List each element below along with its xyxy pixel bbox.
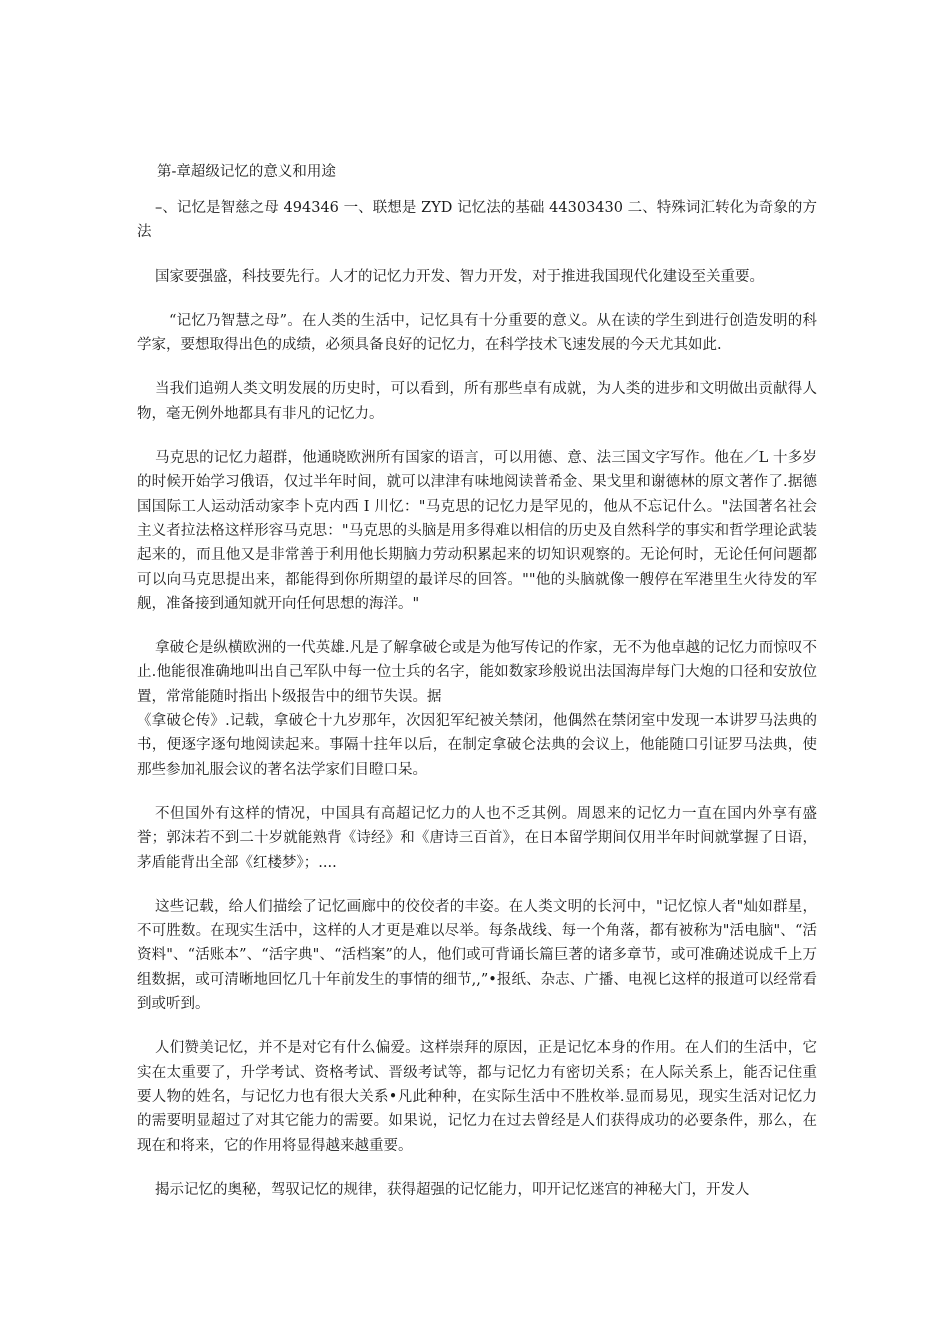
paragraph-5: 拿破仑是纵横欧洲的一代英雄.凡是了解拿破仑或是为他写传记的作家，无不为他卓越的记忆力而惊叹不止.他能很准确地叫出自己军队中每一位士兵的名字，能如数家珍般说出法国海岸每门大炮的口径和安放位置，常常能随时指出卜级报告中的细节失误。据 (137, 640, 817, 705)
paragraph-3: 当我们追朔人类文明发展的历史时，可以看到，所有那些卓有成就，为人类的进步和文明做出贡献得人物，毫无例外地都具有非凡的记忆力。 (137, 381, 817, 422)
paragraph-8: 这些记载，给人们描绘了记忆画廊中的佼佼者的丰姿。在人类文明的长河中，"记忆惊人者"灿如群星，不可胜数。在现实生活中，这样的人才更是难以尽举。每条战线、每一个角落，都有被称为"活电脑"、“活资料"、“活账本”、“活字典"、“活档案”的人，他们或可背诵长篇巨著的诸多章节，或可准确述说成千上万组数据，或可清晰地回忆几十年前发生的事情的细节,,”•报纸、杂志、广播、电视匕这样的报道可以经常看到或听到。 (137, 898, 817, 1013)
paragraph-2: “记忆乃智慧之母”。在人类的生活中，记忆具有十分重要的意义。从在读的学生到进行创造发明的科学家，要想取得出色的成绩，必须具备良好的记忆力，在科学技术飞速发展的今天尤其如此. (137, 312, 817, 354)
paragraph-1: 国家要强盛，科技要先行。人才的记忆力开发、智力开发，对于推进我国现代化建设至关重要。 (155, 268, 764, 285)
paragraph-6: 《拿破仑传》.记载，拿破仑十九岁那年，次因犯军纪被关禁闭，他偶然在禁闭室中发现一本讲罗马法典的书，便逐字逐句地阅读起来。事隔十拄年以后，在制定拿破仑法典的会议上，他能随口引证罗马法典，使那些参加礼服会议的著名法学家们目瞪口呆。 (137, 713, 817, 778)
chapter-title: 第-章超级记忆的意义和用途 (157, 164, 336, 180)
document-page (137, 160, 817, 1202)
paragraph-7: 不但国外有这样的情况，中国具有高超记忆力的人也不乏其例。周恩来的记忆力一直在国内外享有盛誉；郭沫若不到二十岁就能熟背《诗经》和《唐诗三百首》，在日本留学期间仅用半年时间就掌握了日语，茅盾能背出全部《红楼梦》；.... (137, 805, 817, 871)
paragraph-10: 揭示记忆的奥秘，驾驭记忆的规律，获得超强的记忆能力，叩开记忆迷宫的神秘大门，开发人 (155, 1181, 750, 1198)
paragraph-9: 人们赞美记忆，并不是对它有什么偏爱。这样崇拜的原因，正是记忆本身的作用。在人们的生活中，它实在太重要了，升学考试、资格考试、晋级考试等，都与记忆力有密切关系；在人际关系上，能否记住重要人物的姓名，与记忆力也有很大关系•凡此种种，在实际生活中不胜枚举.显而易见，现实生活对记忆力的需要明显超过了对其它能力的需要。如果说，记忆力在过去曾经是人们获得成功的必要条件，那么，在现在和将来，它的作用将显得越来越重要。 (137, 1040, 817, 1154)
paragraph-4: 马克思的记忆力超群，他通晓欧洲所有国家的语言，可以用德、意、法三国文字写作。他在／L 十多岁的时候开始学习俄语，仅过半年时间，就可以津津有味地阅读普希金、果戈里和谢德林的原文著作了.据德国国际工人运动活动家李卜克内西 I 川忆："马克思的记忆力是罕见的，他从不忘记什么。"法国著名社会主义者拉法格这样形容马克思："马克思的头脑是用多得难以相信的历史及自然科学的事实和哲学理论武装起来的，而且他又是非常善于利用他长期脑力劳动积累起来的切知识观察的。无论何时，无论任何问题都可以向马克思提出来，都能得到你所期望的最详尽的回答。""他的头脑就像一艘停在军港里生火待发的军舰，准备接到通知就开向任何思想的海洋。" (137, 450, 817, 612)
toc-line: –、记忆是智慈之母 494346 一、联想是 ZYD 记忆法的基础 44303430 二、特殊词汇转化为奇象的方法 (137, 200, 817, 241)
